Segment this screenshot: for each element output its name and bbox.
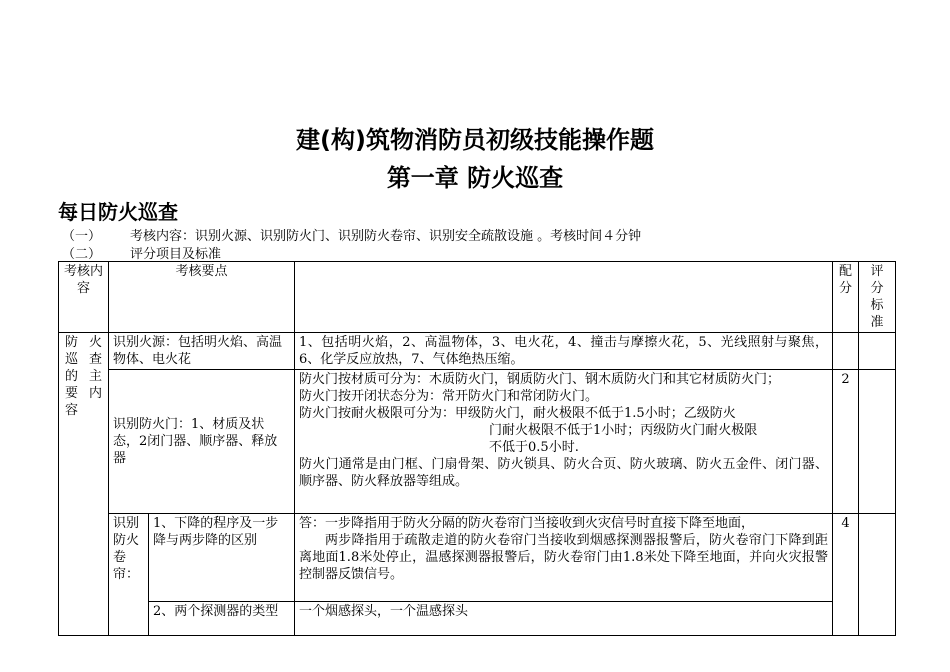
header-score: 配分: [833, 262, 859, 333]
answer-line: 两步降指用于疏散走道的防火卷帘门当接收到烟感探测器报警后，防火卷帘门下降到距离地面1.8米处停止，温感探测器报警后，防火卷帘门由1.8米处下降至地面，并向火灾报警控制器反馈信号。: [299, 533, 829, 582]
score-cell: [833, 333, 859, 370]
section-heading: 每日防火巡查: [58, 200, 178, 224]
standard-cell: [859, 333, 896, 370]
header-points: 考核要点: [109, 262, 295, 333]
standard-cell: [859, 370, 896, 514]
detail-line: 防火门按耐火极限可分为：甲级防火门，耐火极限不低于1.5小时；乙级防火: [299, 406, 736, 421]
detail-detector-types: 一个烟感探头，一个温感探头: [295, 602, 833, 636]
line-text: 考核内容：识别火源、识别防火门、识别防火卷帘、识别安全疏散设施 。考核时间４分钟: [130, 229, 642, 244]
score-cell: 4: [833, 514, 859, 636]
chapter-title: 第一章 防火巡查: [386, 164, 564, 192]
table-row: [59, 333, 896, 370]
detail-fire-source: 1、包括明火焰，2、高温物体，3、电火花，4、撞击与摩擦火花，5、光线照射与聚焦，6、化学反应放热，7、气体绝热压缩。: [295, 333, 833, 370]
header-content: 考核内容: [59, 262, 109, 333]
group-fire-shutter: 识别防火卷帘：: [109, 514, 149, 636]
detail-line: 防火门通常是由门框、门扇骨架、防火锁具、防火合页、防火玻璃、防火五金件、闭门器、顺序器、防火释放器等组成。: [299, 457, 829, 489]
scoring-table: [58, 261, 896, 636]
table-row: [59, 370, 896, 514]
point-detector-types: 2、两个探测器的类型: [149, 602, 295, 636]
table-row: [59, 602, 896, 636]
detail-line: 防火门按开闭状态分为：常开防火门和常闭防火门。: [299, 389, 599, 404]
table-row: [59, 514, 896, 602]
point-fire-door: 识别防火门：1、材质及状态，2闭门器、顺序器、释放器: [109, 370, 295, 514]
line-number: （一）: [62, 229, 102, 244]
detail-line: 不低于0.5小时.: [489, 440, 579, 455]
point-fire-source: 识别火源：包括明火焰、高温物体、电火花: [109, 333, 295, 370]
detail-line: 门耐火极限不低于1小时；丙级防火门耐火极限: [489, 423, 758, 438]
scoring-items-line: [62, 243, 221, 262]
detail-shutter-procedure: [295, 514, 833, 602]
page-title: 建(构)筑物消防员初级技能操作题: [296, 126, 654, 154]
detail-fire-door: [295, 370, 833, 514]
header-detail: [295, 262, 833, 333]
score-cell: 2: [833, 370, 859, 514]
answer-line: 答：一步降指用于防火分隔的防火卷帘门当接收到火灾信号时直接下降至地面，: [299, 516, 755, 531]
assessment-content-line: [62, 225, 641, 244]
header-standard: 评分标准: [859, 262, 896, 333]
table-header-row: [59, 262, 896, 333]
standard-cell: [859, 514, 896, 636]
detail-line: 防火门按材质可分为：木质防火门，钢质防火门、钢木质防火门和其它材质防火门；: [299, 372, 781, 387]
point-shutter-procedure: 1、下降的程序及一步降与两步降的区别: [149, 514, 295, 602]
line-text: 评分项目及标准: [130, 247, 222, 262]
line-number: （二）: [62, 247, 102, 262]
content-category: 防火巡查的主要内容: [59, 333, 109, 636]
